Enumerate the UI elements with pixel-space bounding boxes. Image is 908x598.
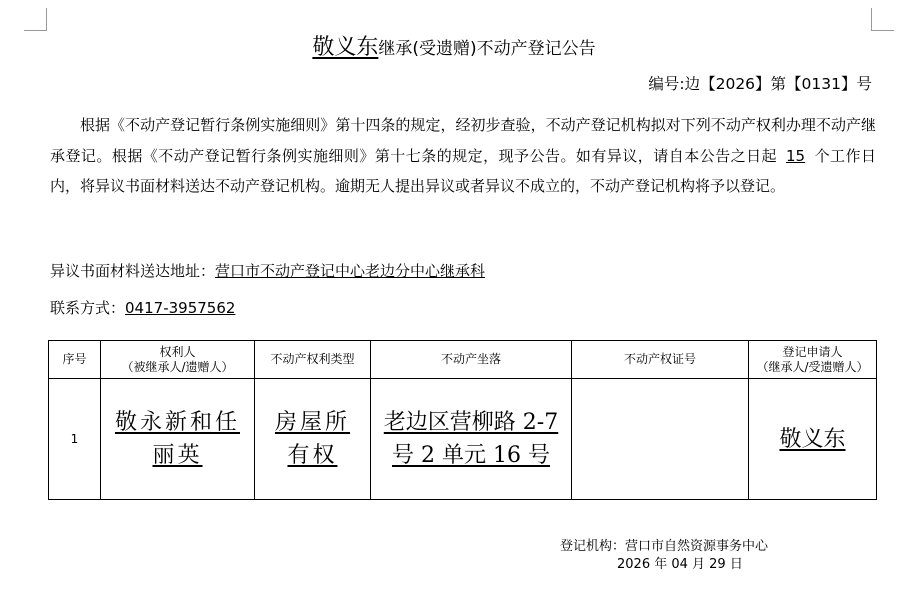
cell-applicant bbox=[749, 379, 877, 500]
holder-name: 敬永新和任丽英 bbox=[114, 410, 240, 468]
header-location: 不动产坐落 bbox=[371, 341, 572, 379]
header-seq: 序号 bbox=[49, 341, 101, 379]
objection-days: 15 bbox=[786, 146, 806, 165]
cell-seq: 1 bbox=[49, 379, 101, 500]
contact-phone: 0417-3957562 bbox=[125, 299, 236, 317]
table-row bbox=[49, 379, 877, 500]
title-text: 继承(受遗赠)不动产登记公告 bbox=[378, 39, 596, 59]
header-right-type: 不动产权利类型 bbox=[255, 341, 371, 379]
cell-holder bbox=[101, 379, 255, 500]
page-corner-mark-top-right bbox=[871, 8, 894, 31]
registration-table bbox=[48, 340, 877, 500]
notice-date: 2026 年 04 月 29 日 bbox=[617, 557, 743, 572]
table-header-row bbox=[49, 341, 877, 379]
header-applicant-line1: 登记申请人 bbox=[782, 344, 843, 359]
header-holder-line2: （被继承人/遗赠人） bbox=[121, 359, 234, 374]
registration-authority: 登记机构：营口市自然资源事务中心 bbox=[560, 539, 769, 554]
applicant-name: 敬义东 bbox=[779, 426, 846, 452]
header-cert-no: 不动产权证号 bbox=[572, 341, 749, 379]
objection-address bbox=[50, 259, 485, 283]
contact-info bbox=[50, 296, 235, 320]
contact-label: 联系方式： bbox=[50, 299, 126, 317]
notice-text-part1: 根据《不动产登记暂行条例实施细则》第十四条的规定，经初步查验，不动产登记机构拟对下列不动产权利办理不动产继承登记。根据《不动产登记暂行条例实施细则》第十七条的规定，现予公告。如有异议，请自本公告之日起 bbox=[50, 116, 876, 165]
cell-cert-no bbox=[572, 379, 749, 500]
header-applicant bbox=[749, 341, 877, 379]
header-holder bbox=[101, 341, 255, 379]
cell-location bbox=[371, 379, 572, 500]
document-number: 编号:边【2026】第【0131】号 bbox=[648, 75, 872, 93]
location-value: 老边区营柳路 2-7 号 2 单元 16 号 bbox=[383, 410, 559, 468]
notice-text-part2: 个工作日内，将异议书面材料送达不动产登记机构。逾期无人提出异议或者异议不成立的，不动产登记机构将予以登记。 bbox=[50, 146, 876, 195]
page-title bbox=[0, 32, 908, 65]
right-type-value: 房屋所有权 bbox=[274, 410, 350, 468]
header-applicant-line2: （继承人/受遗赠人） bbox=[756, 359, 869, 374]
objection-address-label: 异议书面材料送达地址： bbox=[50, 262, 216, 280]
page-corner-mark-top-left bbox=[24, 8, 47, 31]
cell-right-type bbox=[255, 379, 371, 500]
objection-address-value: 营口市不动产登记中心老边分中心继承科 bbox=[215, 262, 486, 280]
header-holder-line1: 权利人 bbox=[159, 344, 196, 359]
title-applicant-name: 敬义东 bbox=[312, 35, 379, 60]
notice-paragraph bbox=[50, 110, 876, 202]
